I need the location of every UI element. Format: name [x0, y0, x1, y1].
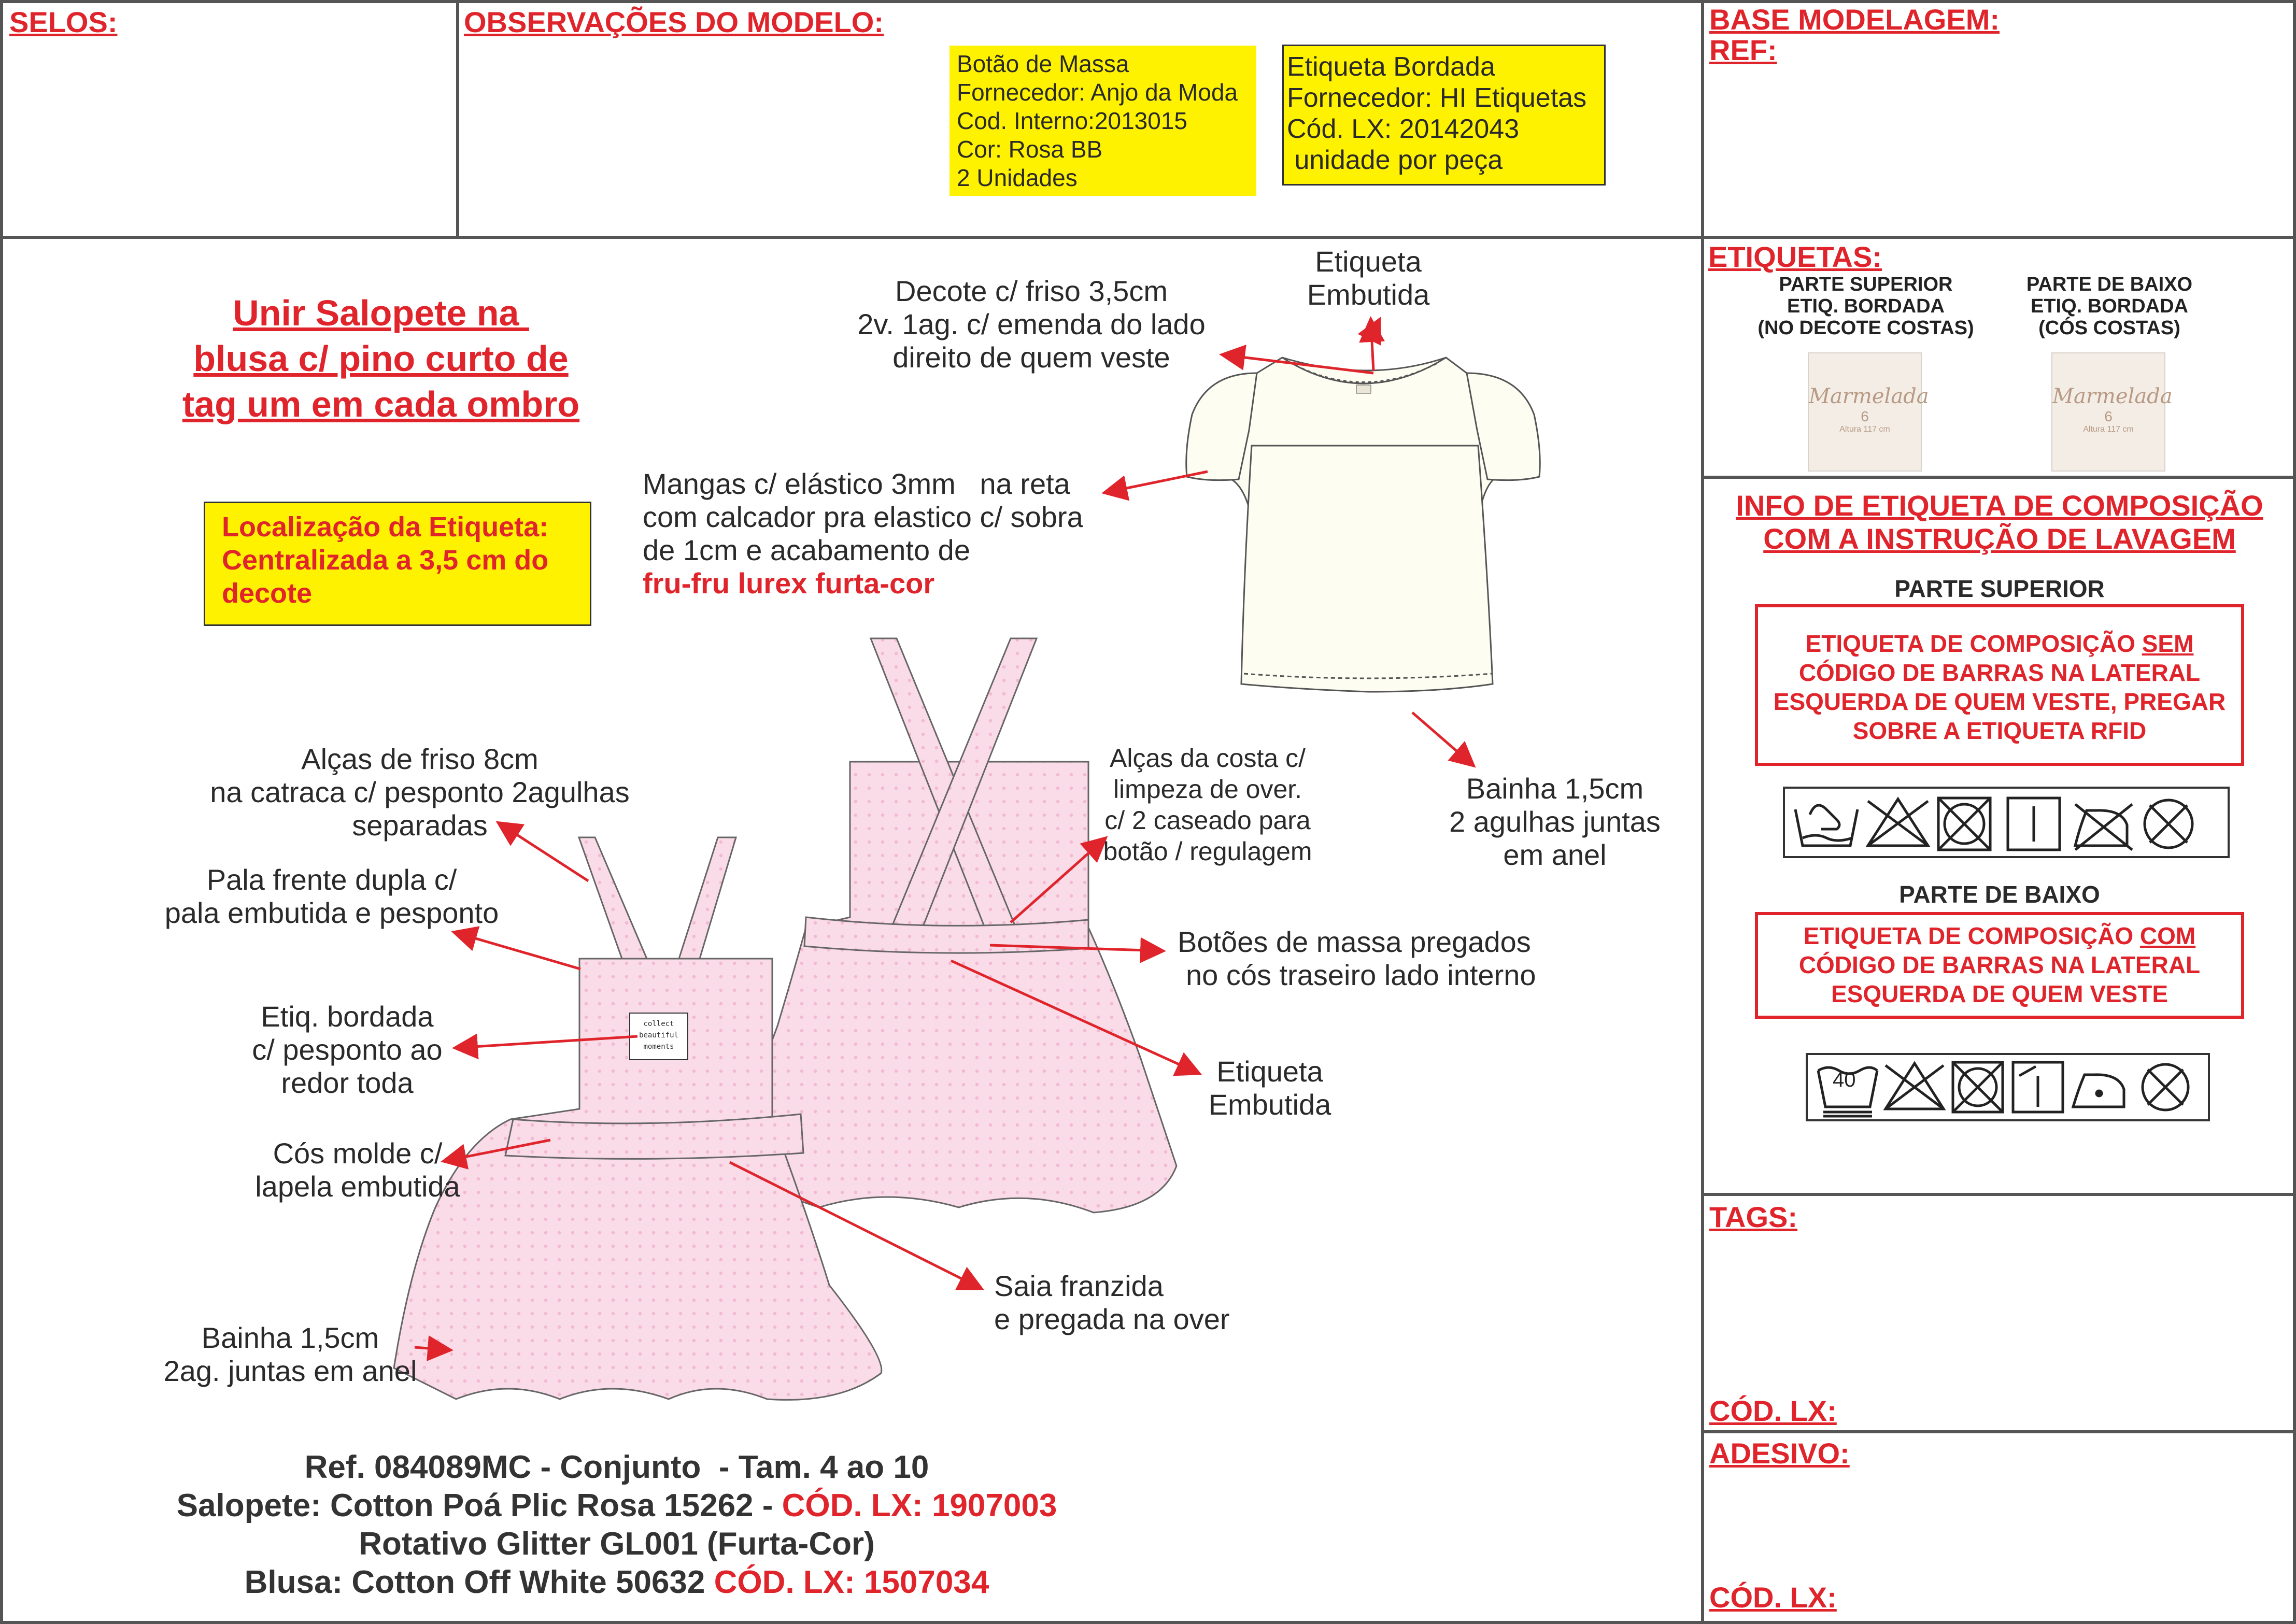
chip-sub: Altura 117 cm: [2083, 425, 2134, 434]
note-line: Embutida: [1307, 278, 1430, 311]
footer-text: Blusa: Cotton Off White 50632: [244, 1564, 714, 1600]
info-line: COM A INSTRUÇÃO DE LAVAGEM: [1763, 522, 2236, 555]
button-spec-line: Cor: Rosa BB: [957, 136, 1103, 163]
footer-line: [150, 1487, 1083, 1525]
box-line: SOBRE A ETIQUETA RFID: [1852, 717, 2147, 744]
saia-note: [994, 1270, 1230, 1336]
ref-header: REF:: [1709, 34, 1777, 66]
care-symbols-superior: [1783, 787, 2230, 858]
parte-superior-title: PARTE SUPERIOR: [1894, 575, 2105, 602]
baixo-label-title: [1995, 274, 2223, 339]
note-line: c/ pesponto ao: [252, 1033, 443, 1066]
note-line: Etiqueta: [1315, 245, 1422, 278]
no-bleach-icon: [1886, 1063, 1944, 1109]
patch-text-1: collect: [643, 1020, 674, 1028]
note-line: de 1cm e acabamento de: [643, 534, 970, 566]
label-spec-line: Fornecedor: HI Etiquetas: [1287, 83, 1587, 113]
line-dry-icon: [2008, 798, 2060, 850]
box-line: ESQUERDA DE QUEM VESTE: [1831, 980, 2169, 1007]
care-icons: [1808, 1055, 2208, 1119]
unir-line: blusa c/ pino curto de: [193, 338, 569, 379]
note-line: Mangas c/ elástico 3mm na reta: [643, 467, 1070, 500]
box-line: CÓDIGO DE BARRAS NA LATERAL: [1798, 951, 2201, 978]
etiqueta-embutida-top-note: [1270, 245, 1467, 311]
box-line: ESQUERDA DE QUEM VESTE, PREGAR: [1773, 688, 2226, 715]
patch-text-2: beautiful: [639, 1031, 678, 1039]
note-line: no cós traseiro lado interno: [1186, 959, 1536, 991]
alcas-costa-note: [1099, 743, 1316, 867]
drip-dry-icon: [2013, 1062, 2063, 1112]
superior-label-chip: [1808, 352, 1929, 472]
note-line: 2 agulhas juntas: [1449, 805, 1661, 838]
alcas-friso-note: [192, 743, 648, 842]
localizacao-line: decote: [222, 578, 313, 609]
note-line: Bainha 1,5cm: [201, 1321, 379, 1354]
no-dry-clean-icon: [2145, 800, 2192, 848]
title-line: ETIQ. BORDADA: [1787, 295, 1945, 317]
title-line: (NO DECOTE COSTAS): [1758, 317, 1974, 339]
note-line: Botões de massa pregados: [1178, 925, 1531, 958]
box-line: [1758, 921, 2241, 950]
title-line: ETIQ. BORDADA: [2031, 295, 2188, 317]
note-line: 2v. 1ag. c/ emenda do lado: [857, 308, 1206, 340]
adesivo-header: ADESIVO:: [1709, 1437, 1850, 1470]
pala-note: [135, 863, 529, 930]
tags-cod-lx: CÓD. LX:: [1709, 1394, 1837, 1427]
superior-label-title: [1752, 274, 1980, 339]
patch-text-3: moments: [643, 1043, 674, 1051]
no-tumble-dry-icon: [1953, 1062, 2003, 1112]
info-composicao-title: [1705, 489, 2294, 555]
decote-note: [855, 275, 1208, 374]
note-line: Alças de friso 8cm: [301, 743, 538, 775]
note-line: na catraca c/ pesponto 2agulhas: [210, 776, 630, 808]
tags-header: TAGS:: [1709, 1201, 1798, 1233]
title-line: PARTE SUPERIOR: [1779, 274, 1953, 295]
base-modelagem-header: BASE MODELAGEM:: [1709, 3, 2000, 36]
note-line: pala embutida e pesponto: [164, 896, 499, 929]
footer-line: Rotativo Glitter GL001 (Furta-Cor): [359, 1526, 875, 1562]
info-line: INFO DE ETIQUETA DE COMPOSIÇÃO: [1736, 489, 2263, 522]
note-line: Pala frente dupla c/: [206, 863, 457, 896]
button-spec-line: Fornecedor: Anjo da Moda: [957, 79, 1238, 106]
note-line: Cós molde c/: [273, 1137, 443, 1170]
blouse-drawing: [1186, 358, 1540, 692]
com-barcode-box: [1755, 912, 2244, 1019]
note-line: botão / regulagem: [1103, 837, 1312, 866]
button-spec-line: 2 Unidades: [957, 164, 1078, 191]
no-tumble-dry-icon: [1938, 798, 1990, 850]
localizacao-line: Centralizada a 3,5 cm do: [222, 545, 549, 576]
label-spec-line: Etiqueta Bordada: [1287, 52, 1495, 82]
note-line: em anel: [1503, 838, 1607, 871]
cos-note: [233, 1137, 482, 1203]
box-emphasis: COM: [2139, 922, 2196, 949]
chip-brand: Marmelada: [1809, 384, 1929, 408]
no-iron-icon: [2075, 804, 2132, 850]
box-line: [1758, 629, 2241, 658]
sem-barcode-box: [1755, 604, 2244, 766]
chip-size: 6: [2104, 408, 2113, 424]
title-line: (CÓS COSTAS): [2038, 317, 2180, 339]
wash-temperature: 40: [1833, 1069, 1856, 1091]
note-line: Embutida: [1208, 1088, 1331, 1121]
note-line: Bainha 1,5cm: [1466, 772, 1644, 805]
chip-size: 6: [1861, 408, 1869, 424]
footer-code: CÓD. LX: 1907003: [782, 1488, 1057, 1523]
bainha-blusa-note: [1425, 772, 1684, 872]
footer-code: CÓD. LX: 1507034: [714, 1564, 989, 1600]
box-emphasis: SEM: [2142, 630, 2194, 657]
adesivo-cod-lx: CÓD. LX:: [1709, 1581, 1837, 1614]
note-line: Etiqueta: [1216, 1055, 1323, 1088]
note-line: Alças da costa c/: [1110, 744, 1306, 773]
selos-header: SELOS:: [9, 6, 118, 38]
botoes-note: [1178, 925, 1536, 992]
no-dry-clean-icon: [2143, 1064, 2188, 1110]
unir-line: Unir Salopete na: [233, 293, 529, 333]
footer-line: Ref. 084089MC - Conjunto - Tam. 4 ao 10: [304, 1449, 929, 1485]
unir-line: tag um em cada ombro: [182, 384, 580, 424]
note-line: direito de quem veste: [892, 341, 1170, 374]
button-spec-line: Cod. Interno:2013015: [957, 107, 1188, 134]
localizacao-line: Localização da Etiqueta:: [222, 511, 549, 543]
baixo-label-chip: [2051, 352, 2173, 472]
bainha-saia-note: [150, 1321, 430, 1388]
note-line: com calcador pra elastico c/ sobra: [643, 501, 1083, 533]
mangas-red-line: fru-fru lurex furta-cor: [643, 567, 935, 600]
no-bleach-icon: [1868, 799, 1928, 846]
footer-text: Salopete: Cotton Poá Plic Rosa 15262 -: [176, 1488, 782, 1523]
note-line: redor toda: [281, 1066, 414, 1099]
note-line: limpeza de over.: [1113, 775, 1302, 804]
chip-sub: Altura 117 cm: [1839, 425, 1890, 434]
box-text: ETIQUETA DE COMPOSIÇÃO: [1805, 630, 2142, 657]
label-spec-line: Cód. LX: 20142043: [1287, 114, 1520, 144]
note-line: lapela embutida: [255, 1170, 460, 1203]
footer-line: [150, 1563, 1083, 1602]
note-line: c/ 2 caseado para: [1104, 806, 1311, 835]
etiqueta-embutida-back-note: [1187, 1055, 1353, 1121]
observacoes-header: OBSERVAÇÕES DO MODELO:: [464, 6, 884, 38]
button-spec-line: Botão de Massa: [957, 50, 1129, 77]
note-line: separadas: [352, 809, 488, 842]
note-line: e pregada na over: [994, 1303, 1230, 1335]
parte-baixo-title: PARTE DE BAIXO: [1899, 881, 2100, 908]
note-line: Saia franzida: [994, 1270, 1164, 1302]
care-symbols-baixo: [1806, 1053, 2210, 1121]
note-line: 2ag. juntas em anel: [163, 1355, 417, 1387]
mangas-note: [643, 467, 1083, 600]
box-line: CÓDIGO DE BARRAS NA LATERAL: [1798, 659, 2201, 686]
box-text: ETIQUETA DE COMPOSIÇÃO: [1803, 922, 2140, 949]
note-line: Etiq. bordada: [261, 1000, 434, 1033]
chip-brand: Marmelada: [2052, 384, 2173, 408]
etiq-bordada-note: [228, 1000, 466, 1100]
note-line: Decote c/ friso 3,5cm: [895, 275, 1168, 307]
title-line: PARTE DE BAIXO: [2026, 274, 2193, 295]
etiquetas-header: ETIQUETAS:: [1708, 240, 1882, 273]
iron-low-icon: [2073, 1075, 2124, 1107]
care-icons: [1785, 789, 2228, 856]
label-spec-line: unidade por peça: [1287, 145, 1503, 175]
hand-wash-icon: [1795, 805, 1858, 846]
footer-spec: [150, 1448, 1083, 1602]
